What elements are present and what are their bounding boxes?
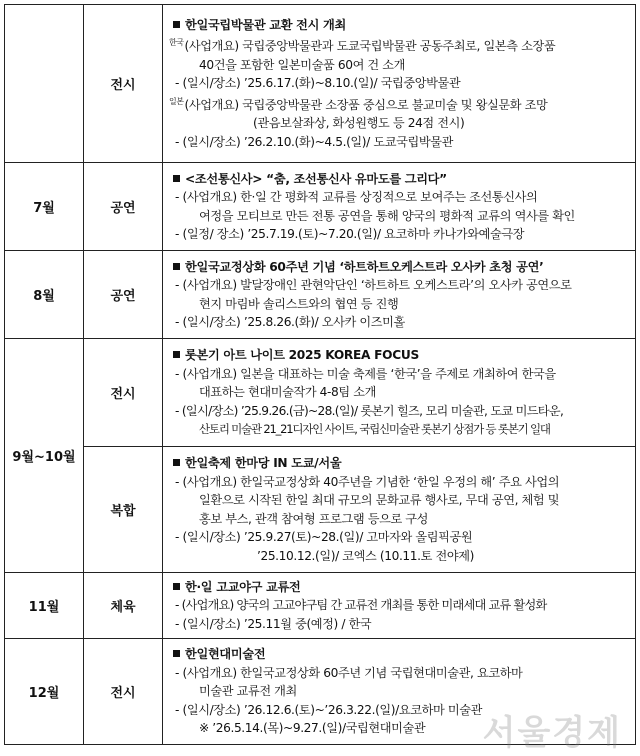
content-cell — [163, 251, 636, 339]
watermark: 서울경제 — [482, 713, 622, 753]
month-cell — [5, 5, 84, 163]
table-row — [5, 5, 636, 163]
category-cell: 체육 — [84, 573, 163, 639]
square-bullet-icon — [173, 650, 180, 657]
month-cell: 12월 — [5, 639, 84, 745]
square-bullet-icon — [173, 459, 180, 466]
content-line: - (일시/장소) ’25.6.17.(화)~8.10.(일)/ 국립중앙박물관 — [175, 76, 461, 91]
content-line: - (일시/장소) ’25.9.26.(금)~28.(일)/ 롯본기 힐즈, 모리 미술관, 도쿄 미드타운, — [175, 403, 564, 418]
item-title: 한일국립박물관 교환 전시 개최 — [169, 16, 631, 35]
content-line: - (사업개요) 한·일 간 평화적 교류를 상징적으로 보여주는 조선통신사의 — [175, 190, 538, 204]
content-line: 산토리 미술관 21_21디자인 사이트, 국립신미술관 롯본기 상점가 등 롯본기 일대 — [199, 422, 550, 437]
content-line: - (일시/장소) ’25.8.26.(화)/ 오사카 이즈미홀 — [175, 315, 405, 329]
content-line: - (사업개요) 일본을 대표하는 미술 축제를 ‘한국’을 주제로 개최하여 한국을 — [175, 366, 556, 381]
category-cell: 전시 — [84, 639, 163, 745]
category-cell: 전시 — [84, 5, 163, 163]
content-line: 현지 마림바 솔리스트와의 협연 등 진행 — [199, 296, 399, 311]
square-bullet-icon — [173, 583, 180, 590]
table-row — [5, 163, 636, 251]
category-cell: 공연 — [84, 251, 163, 339]
content-line: 40건을 포함한 일본미술품 60여 건 소개 — [199, 57, 406, 72]
content-cell — [163, 163, 636, 251]
item-title: <조선통신사> “춤, 조선통신사 유마도를 그리다” — [169, 170, 631, 189]
content-line: 일환으로 시작된 한일 최대 규모의 문화교류 행사로, 무대 공연, 체험 및 — [199, 493, 560, 507]
item-title: 한·일 고교야구 교류전 — [169, 578, 631, 597]
content-cell — [163, 447, 636, 573]
content-line: - (사업개요) 한일국교정상화 40주년을 기념한 ‘한일 우정의 해’ 주요 사업의 — [175, 474, 560, 489]
table-row — [5, 447, 636, 573]
content-line: 홍보 부스, 관객 참여형 프로그램 등으로 구성 — [199, 511, 429, 526]
square-bullet-icon — [173, 21, 180, 28]
month-cell: 8월 — [5, 251, 84, 339]
content-line: 여정을 모티브로 만든 전통 공연을 통해 양국의 평화적 교류의 역사를 확인 — [199, 208, 575, 223]
square-bullet-icon — [173, 351, 180, 358]
item-title: 한일축제 한마당 IN 도쿄/서울 — [169, 454, 631, 473]
content-line: - (일시/장소) ’25.9.27(토)~28.(일)/ 고마자와 올림픽공원 — [175, 530, 473, 544]
content-cell — [163, 339, 636, 447]
content-line: $^{일본}$(사업개요) 국립중앙박물관 소장품 중심으로 불교미술 및 왕실문화 조망 — [169, 96, 548, 112]
month-cell: 11월 — [5, 573, 84, 639]
content-line: ’25.10.12.(일)/ 코엑스 (10.11.토 전야제) — [257, 548, 474, 563]
item-title: 롯본기 아트 나이트 2025 KOREA FOCUS — [169, 346, 631, 365]
content-line: - (일시/장소) ’26.12.6.(토)~’26.3.22.(일)/요코하마 미술관 — [175, 702, 482, 717]
schedule-table — [4, 4, 636, 745]
square-bullet-icon — [173, 175, 180, 182]
table-row — [5, 573, 636, 639]
category-cell: 전시 — [84, 339, 163, 447]
content-cell — [163, 5, 636, 163]
content-line: - (사업개요) 양국의 고교야구팀 간 교류전 개최를 통한 미래세대 교류 활성화 — [175, 598, 547, 613]
content-line: - (사업개요) 한일국교정상화 60주년 기념 국립현대미술관, 요코하마 — [175, 665, 523, 680]
item-title: 한일국교정상화 60주년 기념 ‘하트하트오케스트라 오사카 초청 공연’ — [169, 258, 631, 277]
content-line: - (사업개요) 발달장애인 관현악단인 ‘하트하트 오케스트라’의 오사카 공연으로 — [175, 278, 572, 292]
content-line: - (일시/장소) ’26.2.10.(화)~4.5.(일)/ 도쿄국립박물관 — [175, 134, 453, 149]
content-line: ※ ’26.5.14.(목)~9.27.(일)/국립현대미술관 — [199, 721, 426, 736]
table-row — [5, 339, 636, 447]
content-line: - (일정/ 장소) ’25.7.19.(토)~7.20.(일)/ 요코하마 카나가와예술극장 — [175, 227, 525, 241]
content-line: - (일시/장소) ’25.11월 중(예정) / 한국 — [175, 616, 372, 631]
content-line: $^{한국}$(사업개요) 국립중앙박물관과 도쿄국립박물관 공동주최로, 일본측 소장품 — [169, 38, 556, 54]
square-bullet-icon — [173, 263, 180, 270]
content-line: 대표하는 현대미술작가 4-8팀 소개 — [199, 385, 376, 400]
table-row — [5, 251, 636, 339]
content-line: 미술관 교류전 개최 — [199, 684, 297, 699]
content-cell — [163, 573, 636, 639]
content-line: (관음보살좌상, 화성원행도 등 24점 전시) — [253, 116, 465, 131]
month-cell: 7월 — [5, 163, 84, 251]
category-cell: 복합 — [84, 447, 163, 573]
item-title: 한일현대미술전 — [169, 645, 631, 664]
month-cell: 9월~10월 — [5, 339, 84, 573]
category-cell: 공연 — [84, 163, 163, 251]
